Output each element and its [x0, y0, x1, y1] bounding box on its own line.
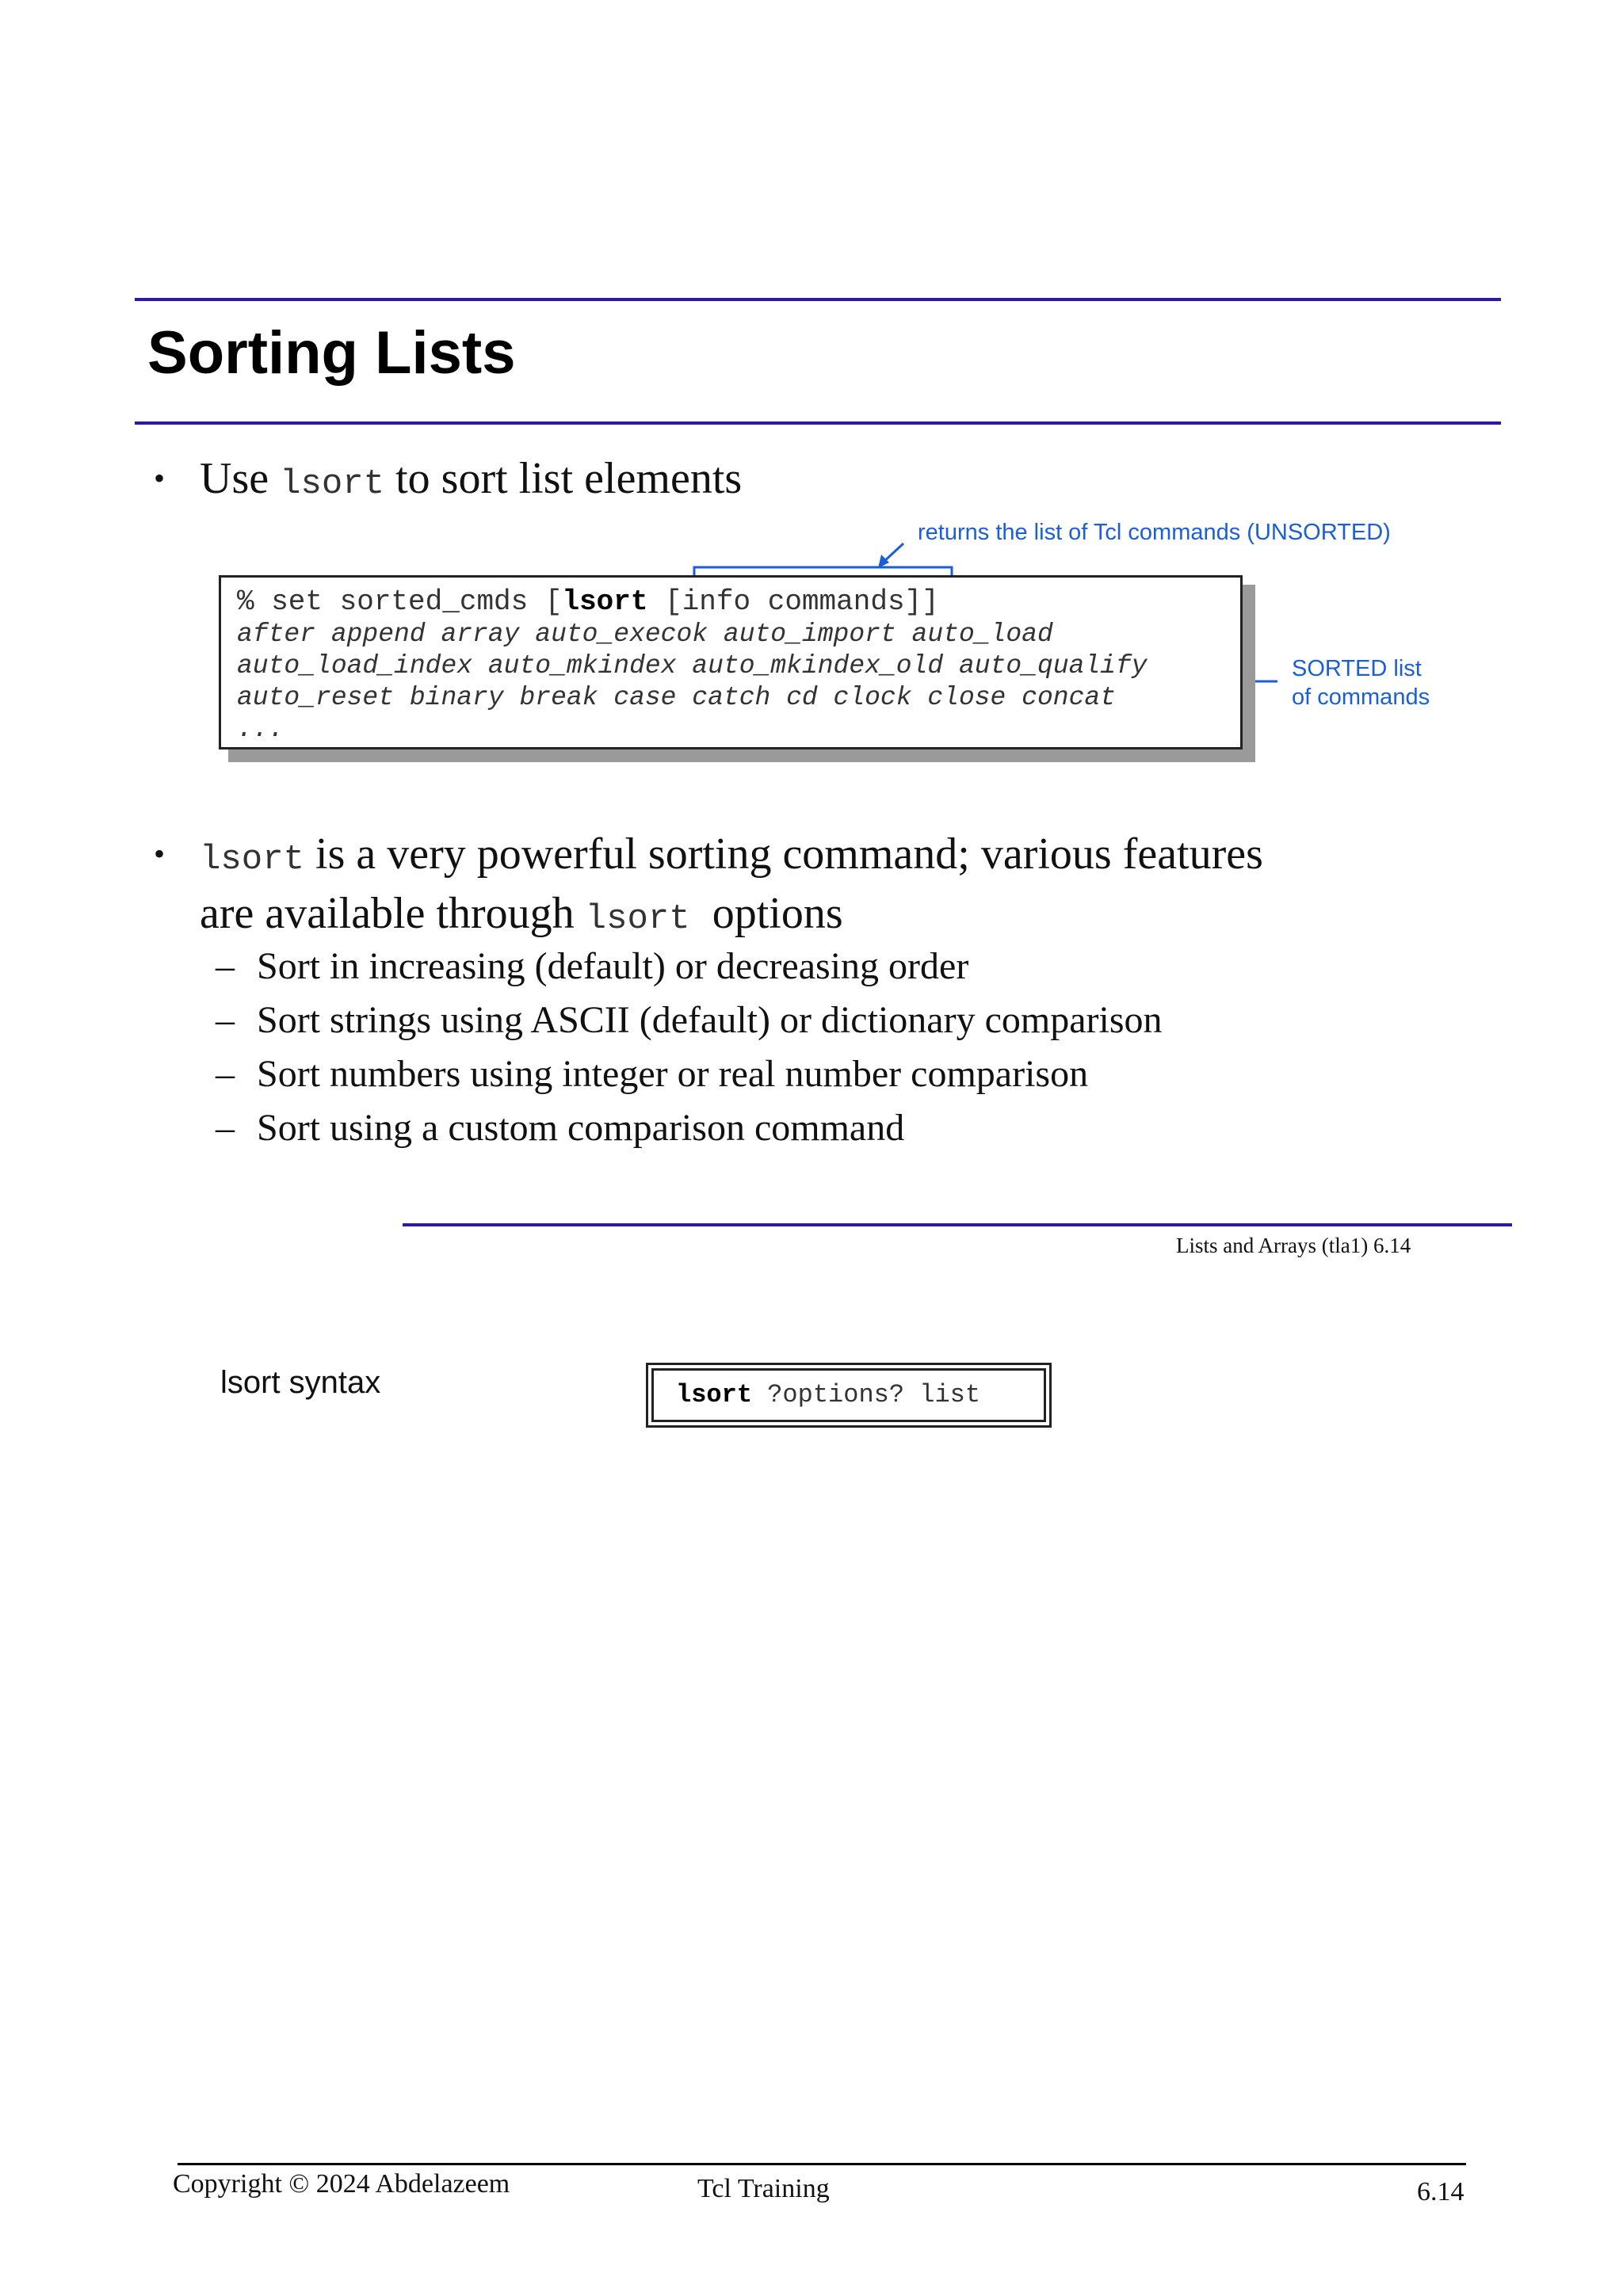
bullet-lsort-powerful	[154, 827, 1531, 946]
page-footer-rule	[178, 2163, 1466, 2165]
sorted-note-line1: SORTED list	[1292, 656, 1422, 681]
code-prompt: % set sorted_cmds [	[237, 585, 563, 618]
syntax-box	[646, 1363, 1052, 1428]
unsorted-note: returns the list of Tcl commands (UNSORTED)	[918, 520, 1391, 545]
sub-item-text: Sort in increasing (default) or decreasing order	[257, 945, 969, 987]
dash: –	[216, 999, 235, 1041]
sub-item-text: Sort using a custom comparison command	[257, 1107, 905, 1149]
code-output-line: auto_load_index auto_mkindex auto_mkindex_old auto_qualify	[237, 651, 1148, 681]
footer-center: Tcl Training	[697, 2174, 830, 2203]
section-footer: Lists and Arrays (tla1) 6.14	[1176, 1234, 1411, 1257]
code-rest: [info commands]]	[647, 585, 939, 618]
code-output-line: auto_reset binary break case catch cd clock close concat	[237, 683, 1116, 712]
code-example-box	[219, 575, 1243, 749]
code-keyword: lsort	[562, 585, 648, 618]
bullet2-code2: lsort	[585, 899, 690, 939]
bullet2-code: lsort	[200, 840, 305, 879]
sub-item-text: Sort numbers using integer or real number comparison	[257, 1053, 1089, 1095]
dash: –	[216, 1107, 235, 1149]
slide-title: Sorting Lists	[147, 319, 516, 387]
bullet-text-prefix: Use	[200, 454, 281, 503]
bullet-dot: •	[154, 460, 166, 496]
code-output-line: after append array auto_execok auto_import auto_load	[237, 620, 1053, 649]
code-command-line	[237, 585, 1240, 619]
sub-item-text: Sort strings using ASCII (default) or dictionary comparison	[257, 999, 1163, 1041]
bullet-text-suffix: to sort list elements	[384, 454, 743, 503]
syntax-label: lsort syntax	[220, 1365, 381, 1400]
bullet2-line1	[200, 827, 1531, 887]
bullet2-text1: is a very powerful sorting command; various features	[304, 830, 1263, 879]
bullet-code: lsort	[280, 464, 385, 504]
code-output-line: ...	[237, 715, 285, 744]
bullet2-text3: options	[689, 889, 843, 938]
section-footer-rule	[403, 1223, 1512, 1226]
footer-page-number: 6.14	[1417, 2177, 1465, 2206]
sorted-note-line2: of commands	[1292, 685, 1430, 710]
dash: –	[216, 945, 235, 987]
syntax-rest: ?options? list	[752, 1380, 981, 1409]
syntax-keyword: lsort	[676, 1380, 753, 1409]
footer-copyright: Copyright © 2024 Abdelazeem	[173, 2169, 510, 2199]
bullet2-line2	[200, 887, 1531, 946]
bullet-dot: •	[154, 836, 166, 871]
syntax-box-inner	[651, 1368, 1046, 1422]
dash: –	[216, 1053, 235, 1095]
bullet2-text2: are available through	[200, 889, 586, 938]
